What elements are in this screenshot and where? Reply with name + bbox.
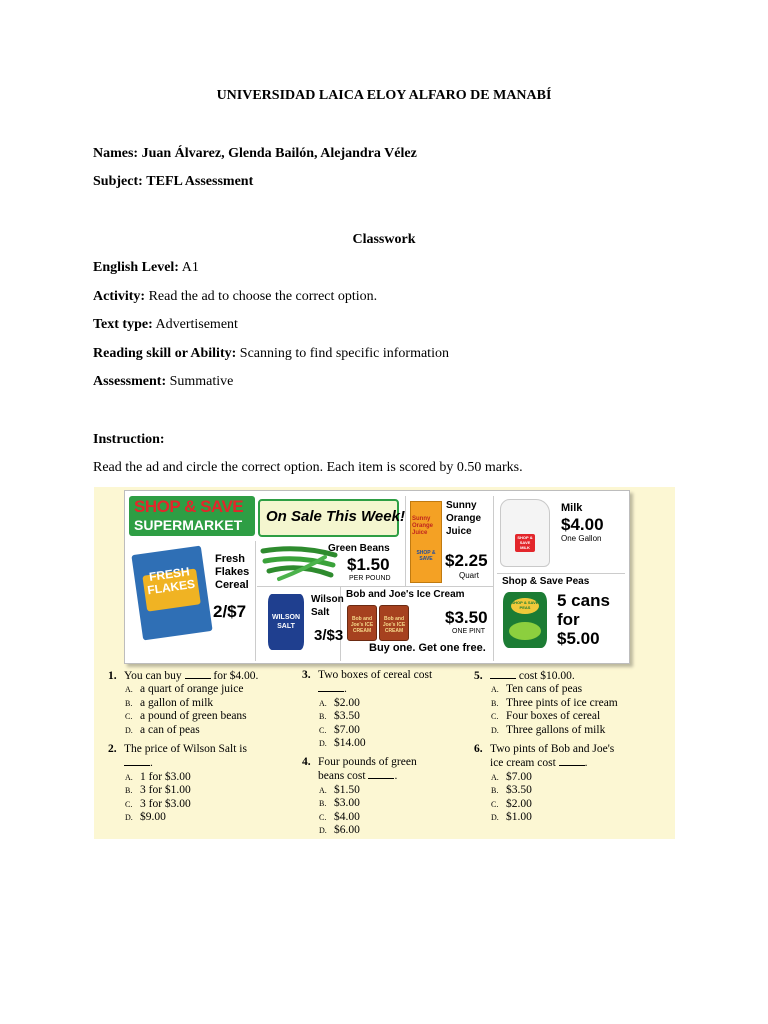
- option[interactable]: [474, 771, 669, 784]
- answer-blank: [124, 756, 150, 766]
- option-text: Three gallons of milk: [506, 723, 606, 736]
- field-value: A1: [181, 260, 199, 275]
- peas-deal-line3: $5.00: [557, 629, 600, 648]
- question-number: 5.: [474, 670, 483, 682]
- icecream-cup-image: [347, 605, 377, 641]
- option-text: 1 for $3.00: [140, 770, 191, 783]
- option-letter: B.: [491, 698, 499, 708]
- juice-price: $2.25: [445, 551, 488, 570]
- option-letter: B.: [125, 786, 133, 796]
- option[interactable]: [302, 824, 472, 837]
- option-letter: A.: [319, 698, 327, 708]
- option[interactable]: [302, 797, 472, 810]
- instruction-label: Instruction:: [93, 432, 165, 447]
- cereal-box-text: FRESH FLAKES: [146, 564, 196, 598]
- peas-deal-line2: for: [557, 610, 580, 629]
- option[interactable]: [108, 724, 298, 737]
- field-assessment: [93, 373, 233, 391]
- salt-can-text: WILSON SALT: [272, 614, 300, 630]
- question-stem: .: [150, 757, 153, 770]
- peas-deal-line1: 5 cans: [557, 591, 610, 610]
- store-subtitle: SUPERMARKET: [134, 517, 243, 533]
- icecream-cup-image: [379, 605, 409, 641]
- answer-blank: [318, 682, 344, 692]
- option[interactable]: [302, 737, 472, 750]
- answer-blank: [368, 769, 394, 779]
- option[interactable]: [474, 683, 669, 696]
- subject-value: TEFL Assessment: [146, 174, 254, 189]
- store-name: SHOP & SAVE: [134, 497, 244, 516]
- option-letter: D.: [125, 725, 133, 735]
- option[interactable]: [108, 771, 298, 784]
- names-label: Names:: [93, 146, 139, 161]
- question-number: 2.: [108, 743, 117, 755]
- question-number: 4.: [302, 756, 311, 768]
- beans-name: Green Beans: [328, 543, 390, 554]
- option[interactable]: [108, 697, 298, 710]
- option-text: 3 for $3.00: [140, 797, 191, 810]
- option[interactable]: [474, 798, 669, 811]
- option-letter: D.: [491, 725, 499, 735]
- divider: [257, 586, 493, 587]
- field-value: Read the ad to choose the correct option.: [148, 289, 378, 304]
- question-number: 3.: [302, 669, 311, 681]
- salt-name: Wilson Salt: [311, 594, 344, 618]
- milk-jug-label: SHOP & SAVE MILK: [517, 535, 533, 550]
- question-stem: The price of Wilson Salt is: [124, 743, 247, 755]
- question-stem: Two pints of Bob and Joe's: [490, 743, 615, 755]
- option-text: $3.00: [334, 797, 360, 810]
- option-text: $14.00: [334, 737, 366, 750]
- salt-can-image: [268, 594, 304, 650]
- option-text: $3.50: [506, 784, 532, 797]
- option-text: $1.00: [506, 811, 532, 824]
- sale-banner-text: On Sale This Week!: [266, 508, 405, 525]
- juice-carton-brand: SHOP & SAVE: [416, 550, 436, 562]
- peas-name: Shop & Save Peas: [502, 576, 590, 587]
- question-stem: for $4.00.: [213, 670, 259, 682]
- option[interactable]: [108, 798, 298, 811]
- option[interactable]: [302, 784, 472, 797]
- answer-blank: [559, 756, 585, 766]
- question-stem: .: [584, 757, 588, 770]
- instruction-text: Read the ad and circle the correct option. Each item is scored by 0.50 marks.: [93, 460, 523, 475]
- option-letter: D.: [125, 813, 133, 823]
- divider: [493, 496, 494, 661]
- option-text: $7.00: [334, 723, 360, 736]
- question-stem: cost $10.00.: [518, 670, 575, 682]
- option-letter: A.: [125, 772, 133, 782]
- option-text: $9.00: [140, 811, 166, 824]
- answer-blank: [185, 669, 211, 679]
- option-letter: A.: [125, 685, 133, 695]
- question-stem: beans cost: [318, 770, 366, 783]
- option[interactable]: [474, 784, 669, 797]
- field-label: Reading skill or Ability:: [93, 346, 237, 361]
- option-letter: B.: [125, 698, 133, 708]
- option[interactable]: [474, 710, 669, 723]
- field-label: Text type:: [93, 317, 153, 332]
- option-text: $2.00: [334, 696, 360, 709]
- cereal-box-image: [131, 546, 212, 641]
- option-text: Three pints of ice cream: [506, 696, 618, 709]
- names-line: [93, 145, 417, 163]
- option-letter: C.: [319, 812, 327, 822]
- field-reading-skill: [93, 345, 449, 363]
- question-stem: Two boxes of cereal cost: [318, 669, 433, 681]
- peas-can-peas: [509, 622, 541, 640]
- divider: [255, 541, 256, 661]
- option-text: $6.00: [334, 824, 360, 837]
- divider: [405, 496, 406, 586]
- beans-unit: PER POUND: [349, 575, 391, 582]
- question-1: [108, 669, 298, 737]
- sale-banner: [258, 499, 405, 537]
- option[interactable]: [302, 724, 472, 737]
- option-text: $3.50: [334, 710, 360, 723]
- icecream-unit: ONE PINT: [452, 628, 486, 635]
- option-text: 3 for $1.00: [140, 784, 191, 797]
- question-stem: .: [344, 683, 347, 696]
- option-text: a gallon of milk: [140, 696, 214, 709]
- classwork-title: Classwork: [352, 232, 416, 247]
- question-number: 1.: [108, 670, 117, 682]
- icecream-name: Bob and Joe's Ice Cream: [346, 589, 465, 600]
- option-letter: D.: [319, 826, 327, 836]
- option-letter: A.: [491, 772, 499, 782]
- juice-carton-text: Sunny Orange Juice: [412, 516, 434, 536]
- field-label: Activity:: [93, 289, 146, 304]
- field-value: Advertisement: [155, 317, 238, 332]
- field-activity: [93, 288, 377, 306]
- option-letter: D.: [319, 739, 327, 749]
- worksheet-panel: [94, 487, 675, 839]
- question-2: [108, 743, 298, 824]
- field-text-type: [93, 316, 238, 334]
- peas-can-label: SHOP & SAVE PEAS: [511, 600, 539, 610]
- juice-unit: Quart: [459, 571, 480, 580]
- icecream-cup-label: Bob and Joe's ICE CREAM: [382, 616, 406, 634]
- field-label: Assessment:: [93, 374, 167, 389]
- icecream-price: $3.50: [445, 608, 488, 627]
- option-text: $2.00: [506, 797, 532, 810]
- option[interactable]: [108, 811, 298, 824]
- names-value: Juan Álvarez, Glenda Bailón, Alejandra Vélez: [141, 146, 417, 161]
- question-stem: .: [394, 770, 398, 783]
- university-title: UNIVERSIDAD LAICA ELOY ALFARO DE MANABÍ: [216, 88, 552, 103]
- cereal-name: Fresh Flakes Cereal: [215, 553, 250, 591]
- subject-line: [93, 173, 253, 191]
- divider: [497, 573, 625, 574]
- field-value: Scanning to find specific information: [239, 346, 449, 361]
- option[interactable]: [108, 784, 298, 797]
- option-letter: C.: [491, 712, 499, 722]
- option-letter: B.: [319, 712, 327, 722]
- option-text: a can of peas: [140, 723, 200, 736]
- option[interactable]: [474, 697, 669, 710]
- green-beans-image: [259, 543, 339, 583]
- question-stem: Four pounds of green: [318, 756, 417, 768]
- option-text: $7.00: [506, 770, 532, 783]
- beans-price: $1.50: [347, 555, 390, 574]
- icecream-cup-label: Bob and Joe's ICE CREAM: [350, 616, 374, 634]
- store-logo: [129, 496, 255, 536]
- juice-carton-image: [410, 501, 442, 583]
- option-letter: D.: [491, 813, 499, 823]
- juice-name: Sunny Orange Juice: [446, 500, 482, 537]
- salt-price: 3/$3: [314, 627, 344, 644]
- cereal-price: 2/$7: [213, 602, 247, 621]
- milk-jug-image: [500, 499, 550, 567]
- question-number: 6.: [474, 743, 483, 755]
- subject-label: Subject:: [93, 174, 143, 189]
- option-text: a quart of orange juice: [140, 683, 244, 696]
- question-6: [474, 743, 669, 824]
- option-text: Four boxes of cereal: [506, 710, 601, 723]
- option-letter: B.: [491, 786, 499, 796]
- option-text: $1.50: [334, 783, 360, 796]
- option[interactable]: [474, 724, 669, 737]
- option-letter: A.: [319, 785, 327, 795]
- question-5: [474, 669, 669, 737]
- milk-name: Milk: [561, 502, 583, 514]
- option-text: Ten cans of peas: [506, 683, 583, 696]
- milk-price: $4.00: [561, 515, 604, 534]
- option-letter: A.: [491, 685, 499, 695]
- option[interactable]: [302, 697, 472, 710]
- option-text: $4.00: [334, 810, 360, 823]
- question-3: [302, 669, 472, 750]
- option[interactable]: [302, 710, 472, 723]
- option-letter: C.: [491, 799, 499, 809]
- option-letter: C.: [319, 725, 327, 735]
- option[interactable]: [108, 683, 298, 696]
- icecream-promo: Buy one. Get one free.: [369, 642, 486, 654]
- advertisement: [124, 490, 630, 664]
- field-label: English Level:: [93, 260, 179, 275]
- peas-can-image: [503, 592, 547, 648]
- question-stem: ice cream cost: [490, 757, 556, 770]
- field-value: Summative: [169, 374, 234, 389]
- option-letter: B.: [319, 799, 327, 809]
- field-english-level: [93, 259, 199, 277]
- question-4: [302, 756, 472, 837]
- option-text: a pound of green beans: [140, 710, 247, 723]
- option[interactable]: [474, 811, 669, 824]
- milk-unit: One Gallon: [561, 534, 602, 543]
- option[interactable]: [302, 811, 472, 824]
- option-letter: C.: [125, 712, 133, 722]
- option-letter: C.: [125, 799, 133, 809]
- question-stem: You can buy: [124, 670, 182, 682]
- answer-blank: [490, 669, 516, 679]
- option[interactable]: [108, 710, 298, 723]
